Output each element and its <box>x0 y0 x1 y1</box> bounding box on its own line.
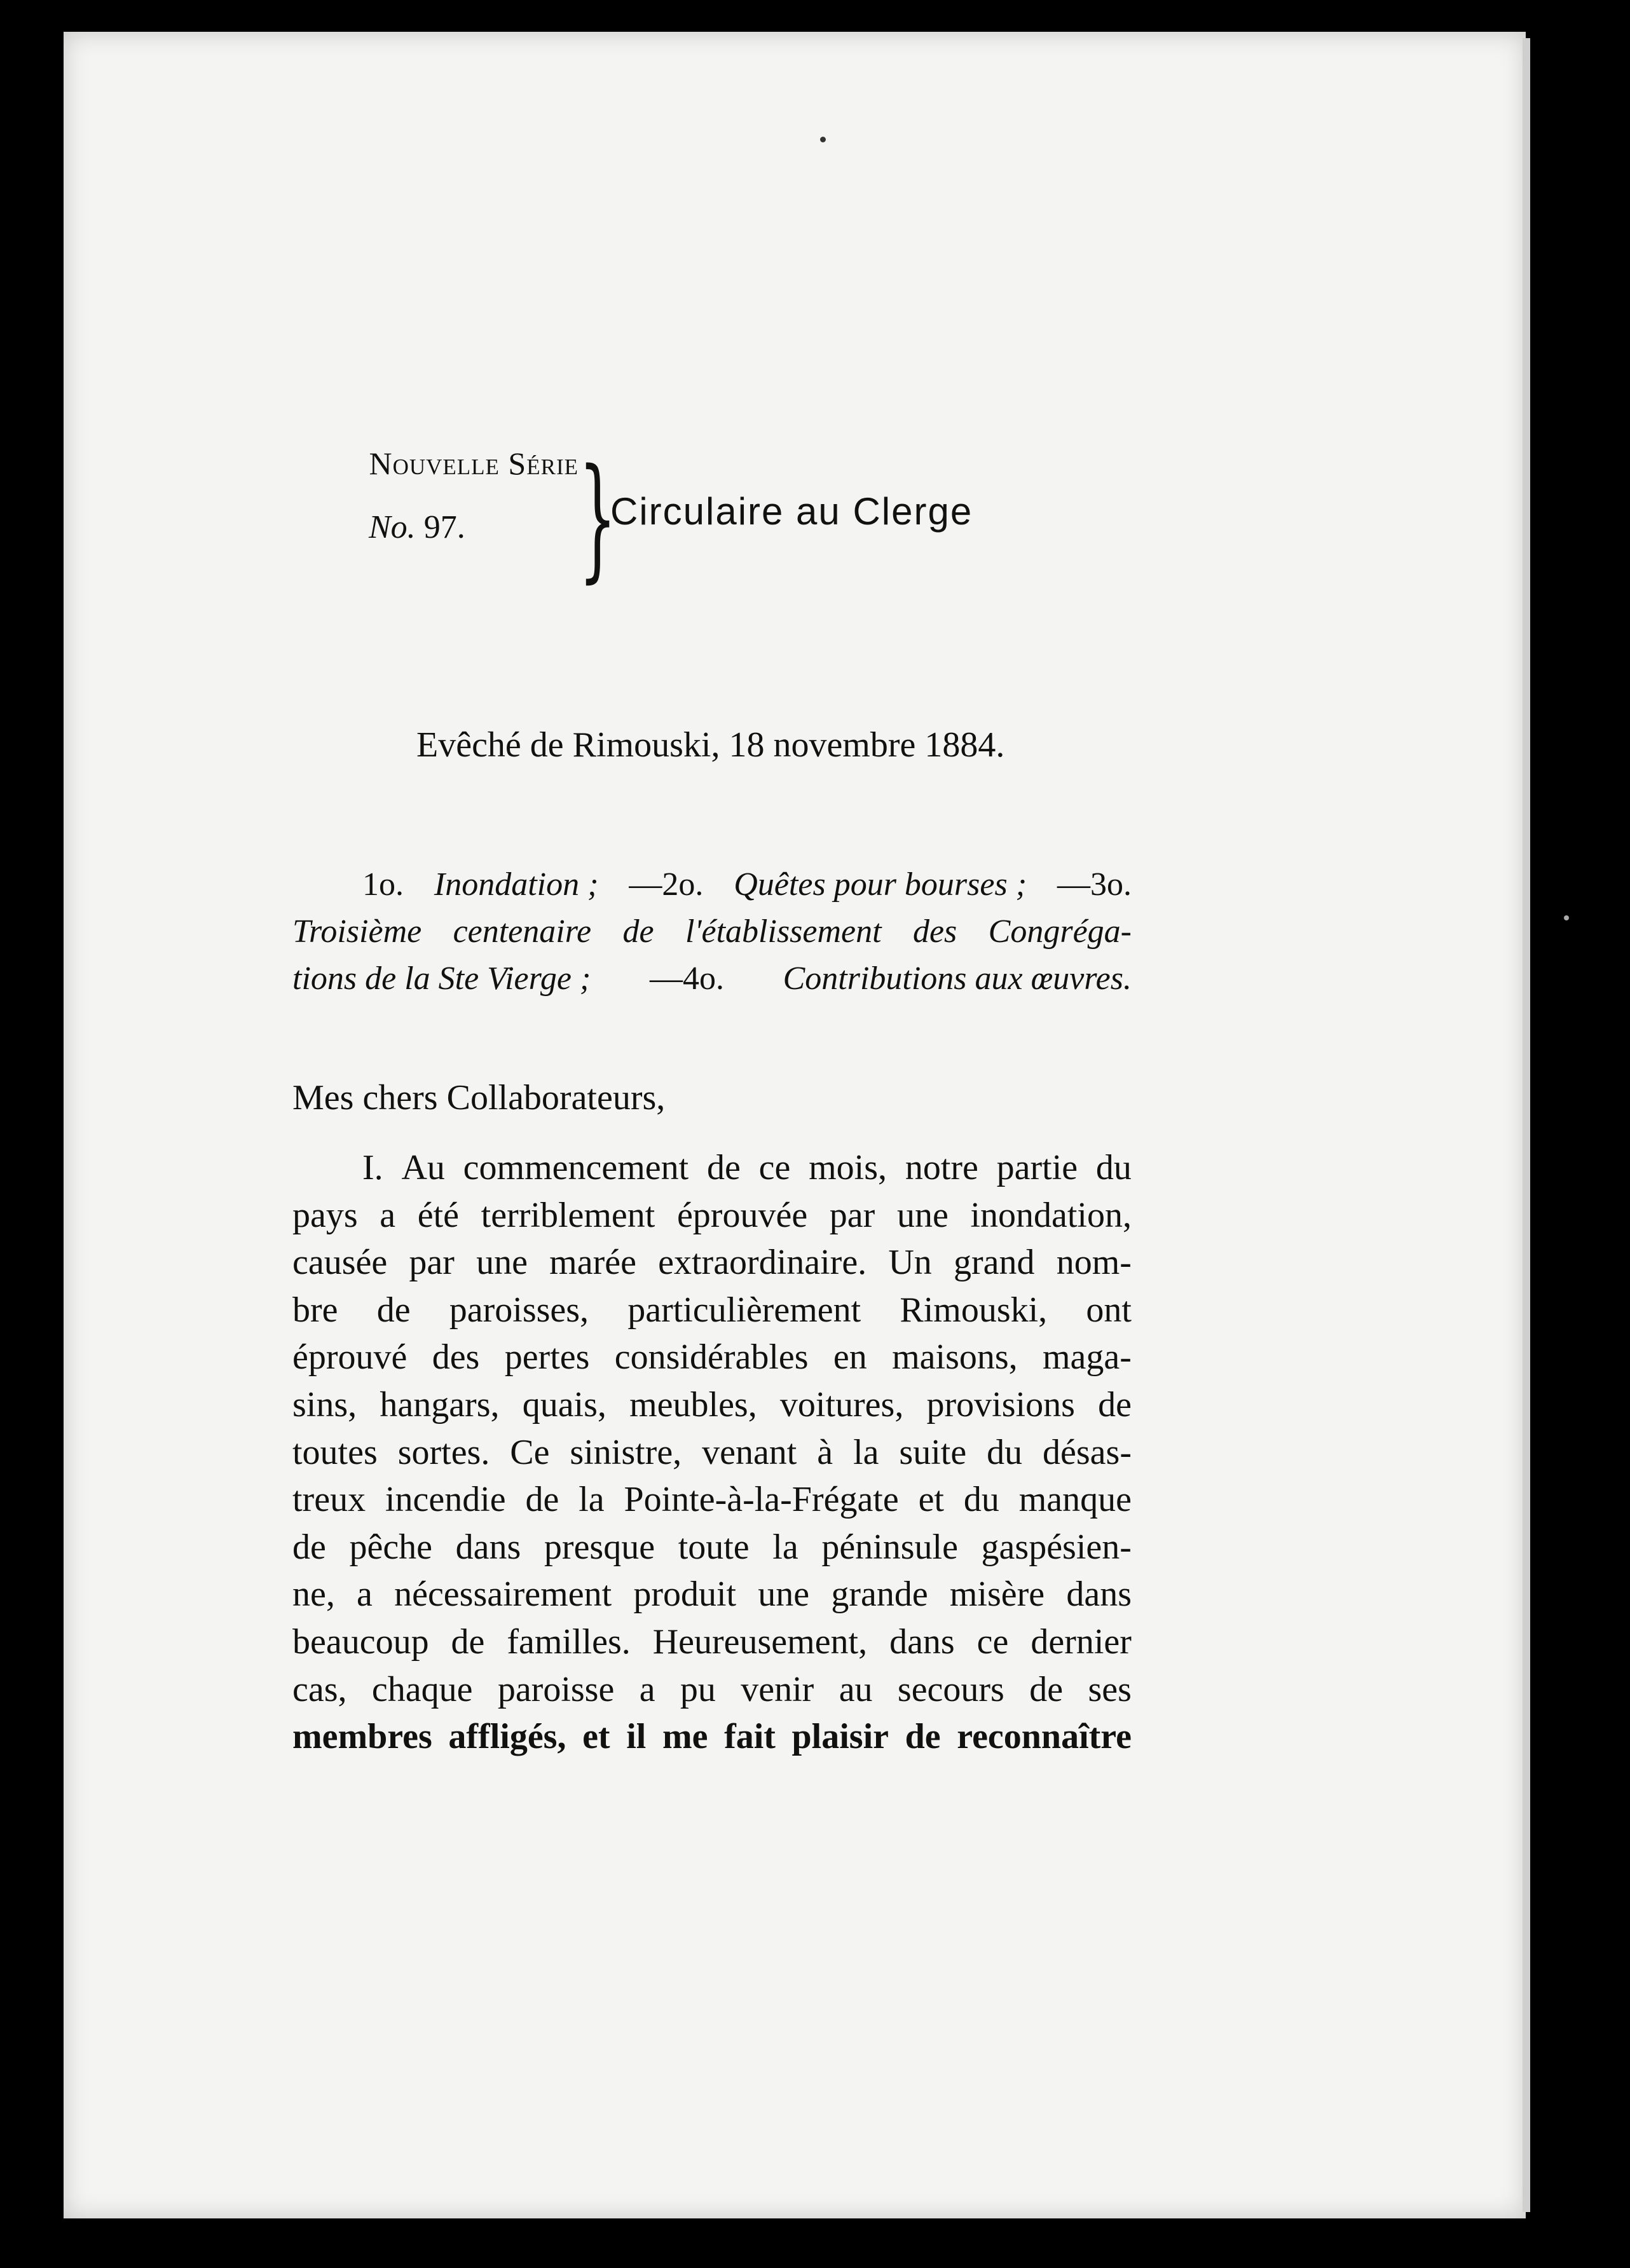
document-title: Circulaire au Clerge <box>610 490 973 533</box>
issue-number <box>369 509 465 546</box>
topic-text: Quêtes pour bourses ; <box>734 866 1027 903</box>
topics-summary <box>292 861 1132 1002</box>
summary-line <box>292 955 1132 1002</box>
topic-text: tions de la Ste Vierge ; <box>292 960 591 997</box>
summary-line <box>292 861 1132 908</box>
ink-speck <box>820 137 826 142</box>
page-edge <box>1523 38 1530 2212</box>
issue-number-value: 97. <box>423 509 465 545</box>
topic-number: —4o. <box>649 960 724 997</box>
topic-number: —2o. <box>629 866 704 903</box>
body-line: beaucoup de familles. Heureusement, dans ce dernier <box>292 1622 1132 1662</box>
body-line: causée par une marée extraordinaire. Un grand nom- <box>292 1243 1132 1283</box>
document-page <box>64 32 1526 2218</box>
series-block <box>292 445 591 572</box>
summary-line <box>292 908 1132 955</box>
dateline: Evêché de Rimouski, 18 novembre 1884. <box>416 725 1005 765</box>
salutation: Mes chers Collaborateurs, <box>292 1078 666 1117</box>
body-line: I. Au commencement de ce mois, notre partie du <box>362 1148 1132 1187</box>
body-line: bre de paroisses, particulièrement Rimouski, ont <box>292 1290 1132 1330</box>
body-line: éprouvé des pertes considérables en maisons, maga- <box>292 1337 1132 1377</box>
body-line: ne, a nécessairement produit une grande misère dans <box>292 1575 1132 1615</box>
body-line: sins, hangars, quais, meubles, voitures, provisions de <box>292 1384 1132 1424</box>
body-line: de pêche dans presque toute la péninsule gaspésien- <box>292 1527 1132 1567</box>
series-label: Nouvelle Série <box>369 446 579 481</box>
ink-speck <box>1564 915 1569 920</box>
issue-number-prefix: No. <box>369 509 416 545</box>
topic-text: Contributions aux œuvres. <box>783 960 1132 997</box>
topic-number: 1o. <box>362 866 404 903</box>
body-line: cas, chaque paroisse a pu venir au secours de ses <box>292 1669 1132 1709</box>
body-line: treux incendie de la Pointe-à-la-Frégate et du manque <box>292 1480 1132 1520</box>
body-line: membres affligés, et il me fait plaisir de reconnaître <box>292 1717 1132 1757</box>
topic-number: —3o. <box>1057 866 1132 903</box>
curly-brace: } <box>579 440 617 596</box>
body-text <box>292 1144 1132 1761</box>
body-line: toutes sortes. Ce sinistre, venant à la suite du désas- <box>292 1432 1132 1472</box>
body-line: pays a été terriblement éprouvée par une inondation, <box>292 1195 1132 1235</box>
topic-text: Inondation ; <box>434 866 599 903</box>
topic-text: Troisième centenaire de l'établissement des Congréga- <box>292 913 1132 950</box>
